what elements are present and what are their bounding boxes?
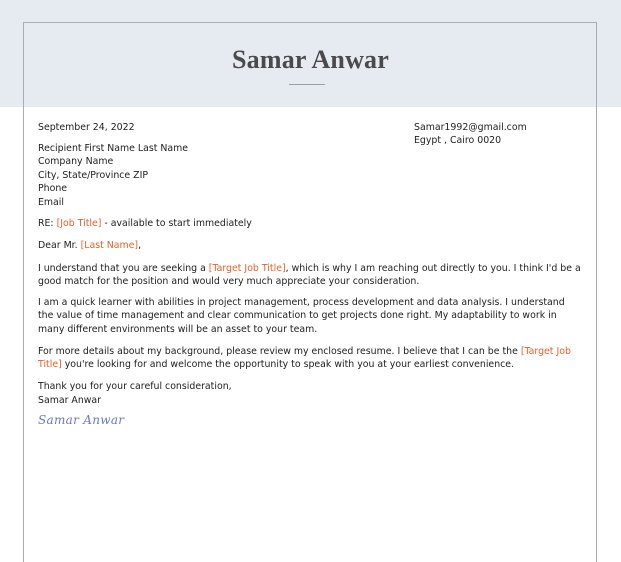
re-prefix: RE: <box>38 218 57 229</box>
letter-date: September 24, 2022 <box>38 122 135 133</box>
sender-name: Samar Anwar <box>38 395 102 406</box>
greeting <box>38 239 141 252</box>
recipient-company: Company Name <box>38 156 114 168</box>
recipient-phone: Phone <box>38 183 68 195</box>
title-divider <box>289 84 325 85</box>
re-job-title: [Job Title] <box>56 218 102 229</box>
paragraph-3-highlight: [Target Job Title] <box>38 346 571 371</box>
paragraph-2: I am a quick learner with abilities in project management, process development and data analysis. I understand the value of time management and clear communication to get projects done right. My adaptability to work in many different environments will be an asset to your team. <box>38 297 565 335</box>
contact-email[interactable]: Samar1992@gmail.com <box>414 122 527 133</box>
paragraph-1 <box>38 262 583 289</box>
recipient-city: City, State/Province ZIP <box>38 169 149 181</box>
re-suffix: - available to start immediately <box>101 218 252 229</box>
paragraph-3 <box>38 345 583 372</box>
recipient-block <box>38 142 188 209</box>
greeting-last-name: [Last Name] <box>80 240 139 251</box>
greeting-suffix: , <box>138 240 142 251</box>
paragraph-3-after: you're looking for and welcome the opportunity to speak with you at your earliest convenience. <box>61 359 515 371</box>
recipient-name: Recipient First Name Last Name <box>38 143 189 154</box>
contact-location: Egypt , Cairo 0020 <box>414 135 502 146</box>
page-frame <box>23 22 597 562</box>
paragraph-1-highlight: [Target Job Title] <box>208 263 286 274</box>
closing: Thank you for your careful consideration, <box>38 381 232 392</box>
recipient-email: Email <box>38 196 65 208</box>
greeting-prefix: Dear Mr. <box>38 240 81 251</box>
paragraph-1-before: I understand that you are seeking a <box>38 263 209 274</box>
paragraph-3-before: For more details about my background, please review my enclosed resume. I believe that I can be the <box>38 346 521 357</box>
page-title: Samar Anwar <box>231 45 389 74</box>
signature: Samar Anwar <box>38 413 125 427</box>
re-line <box>38 217 252 230</box>
paragraph-1-after: , which is why I am reaching out directly to you. I think I'd be a good match for the position and would very much appreciate your consideration. <box>38 263 581 288</box>
